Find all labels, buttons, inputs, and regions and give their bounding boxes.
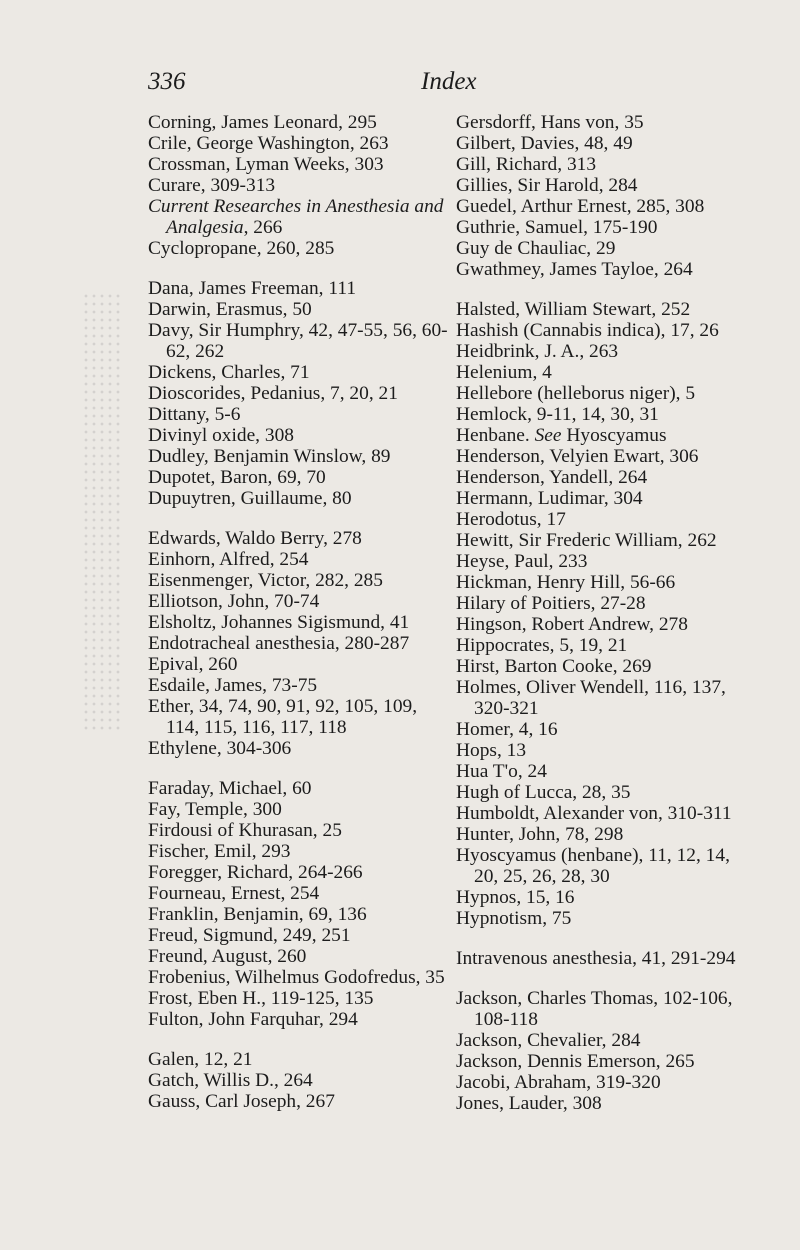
index-entry: Foregger, Richard, 264-266 xyxy=(148,862,363,883)
index-entry: Crossman, Lyman Weeks, 303 xyxy=(148,154,384,175)
index-entry: Herodotus, 17 xyxy=(456,509,566,530)
page-header xyxy=(0,68,800,102)
index-entry: Elsholtz, Johannes Sigismund, 41 xyxy=(148,612,410,633)
margin-decoration xyxy=(82,292,124,732)
index-entry: Hirst, Barton Cooke, 269 xyxy=(456,656,652,677)
index-entry: Hellebore (helleborus niger), 5 xyxy=(456,383,696,404)
index-entry: Hermann, Ludimar, 304 xyxy=(456,488,643,509)
index-entry: Faraday, Michael, 60 xyxy=(148,778,312,799)
index-entry: Hippocrates, 5, 19, 21 xyxy=(456,635,628,656)
index-entry: Henderson, Yandell, 264 xyxy=(456,467,648,488)
index-entry: Gilbert, Davies, 48, 49 xyxy=(456,133,633,154)
index-entry: Jones, Lauder, 308 xyxy=(456,1093,602,1114)
group-separator xyxy=(148,259,448,278)
index-entry: Corning, James Leonard, 295 xyxy=(148,112,377,133)
index-entry: Hingson, Robert Andrew, 278 xyxy=(456,614,688,635)
index-entry: Intravenous anesthesia, 41, 291-294 xyxy=(456,948,736,969)
index-entry: Galen, 12, 21 xyxy=(148,1049,253,1070)
index-entry: Hugh of Lucca, 28, 35 xyxy=(456,782,631,803)
index-entry: Epival, 260 xyxy=(148,654,238,675)
index-entry: Henderson, Velyien Ewart, 306 xyxy=(456,446,699,467)
index-entry: Hickman, Henry Hill, 56-66 xyxy=(456,572,676,593)
index-entry: Davy, Sir Humphry, 42, 47-55, 56, 60-62, 262 xyxy=(148,320,448,362)
index-column-right xyxy=(456,112,756,1114)
group-separator xyxy=(148,1030,448,1049)
index-entry: Hunter, John, 78, 298 xyxy=(456,824,624,845)
index-entry: Guy de Chauliac, 29 xyxy=(456,238,616,259)
page-number: 336 xyxy=(148,68,186,95)
index-entry: Darwin, Erasmus, 50 xyxy=(148,299,312,320)
index-entry: Dupuytren, Guillaume, 80 xyxy=(148,488,352,509)
index-entry: Hypnotism, 75 xyxy=(456,908,572,929)
index-entry: Firdousi of Khurasan, 25 xyxy=(148,820,342,841)
index-entry: Hua T'o, 24 xyxy=(456,761,547,782)
group-separator xyxy=(456,929,756,948)
index-entry: Edwards, Waldo Berry, 278 xyxy=(148,528,362,549)
index-entry: Jackson, Chevalier, 284 xyxy=(456,1030,641,1051)
index-column-left xyxy=(148,112,448,1112)
index-entry: Hemlock, 9-11, 14, 30, 31 xyxy=(456,404,659,425)
index-entry: Jackson, Charles Thomas, 102-106, 108-118 xyxy=(456,988,733,1030)
index-entry: Fay, Temple, 300 xyxy=(148,799,282,820)
index-entry: Henbane. See Hyoscyamus xyxy=(456,425,667,446)
index-entry: Dickens, Charles, 71 xyxy=(148,362,310,383)
index-entry: Holmes, Oliver Wendell, 116, 137, 320-321 xyxy=(456,677,726,719)
index-entry: Dudley, Benjamin Winslow, 89 xyxy=(148,446,391,467)
index-entry: Freud, Sigmund, 249, 251 xyxy=(148,925,351,946)
index-entry: Guedel, Arthur Ernest, 285, 308 xyxy=(456,196,705,217)
group-separator xyxy=(456,280,756,299)
index-entry: Hyoscyamus (henbane), 11, 12, 14, 20, 25, 26, 28, 30 xyxy=(456,845,730,887)
index-entry: Gersdorff, Hans von, 35 xyxy=(456,112,644,133)
index-entry: Guthrie, Samuel, 175-190 xyxy=(456,217,658,238)
group-separator xyxy=(148,509,448,528)
index-entry: Helenium, 4 xyxy=(456,362,552,383)
index-entry: Ether, 34, 74, 90, 91, 92, 105, 109, 114, 115, 116, 117, 118 xyxy=(148,696,418,738)
running-head: Index xyxy=(421,68,477,95)
index-entry: Hypnos, 15, 16 xyxy=(456,887,575,908)
index-entry: Hewitt, Sir Frederic William, 262 xyxy=(456,530,717,551)
index-entry: Humboldt, Alexander von, 310-311 xyxy=(456,803,732,824)
index-entry: Ethylene, 304-306 xyxy=(148,738,292,759)
index-entry: Curare, 309-313 xyxy=(148,175,276,196)
index-entry: Heidbrink, J. A., 263 xyxy=(456,341,619,362)
index-entry: Freund, August, 260 xyxy=(148,946,307,967)
index-entry: Frobenius, Wilhelmus Godofredus, 35 xyxy=(148,967,445,988)
index-entry: Homer, 4, 16 xyxy=(456,719,558,740)
index-entry: Dioscorides, Pedanius, 7, 20, 21 xyxy=(148,383,398,404)
index-entry: Esdaile, James, 73-75 xyxy=(148,675,318,696)
index-entry: Fischer, Emil, 293 xyxy=(148,841,291,862)
index-entry: Eisenmenger, Victor, 282, 285 xyxy=(148,570,383,591)
index-entry: Gill, Richard, 313 xyxy=(456,154,597,175)
index-entry: Gillies, Sir Harold, 284 xyxy=(456,175,638,196)
index-entry: Jackson, Dennis Emerson, 265 xyxy=(456,1051,695,1072)
index-entry: Hashish (Cannabis indica), 17, 26 xyxy=(456,320,719,341)
index-entry: Hops, 13 xyxy=(456,740,527,761)
index-entry: Hilary of Poitiers, 27-28 xyxy=(456,593,646,614)
index-entry: Gatch, Willis D., 264 xyxy=(148,1070,313,1091)
index-entry: Dana, James Freeman, 111 xyxy=(148,278,357,299)
index-entry: Fourneau, Ernest, 254 xyxy=(148,883,320,904)
group-separator xyxy=(456,969,756,988)
index-entry: Halsted, William Stewart, 252 xyxy=(456,299,691,320)
index-entry: Elliotson, John, 70-74 xyxy=(148,591,320,612)
index-entry: Divinyl oxide, 308 xyxy=(148,425,294,446)
index-entry: Franklin, Benjamin, 69, 136 xyxy=(148,904,367,925)
index-entry: Cyclopropane, 260, 285 xyxy=(148,238,335,259)
index-entry: Heyse, Paul, 233 xyxy=(456,551,588,572)
index-entry: Einhorn, Alfred, 254 xyxy=(148,549,309,570)
index-entry: Current Researches in Anesthesia and Analgesia, 266 xyxy=(148,196,444,238)
index-entry: Frost, Eben H., 119-125, 135 xyxy=(148,988,374,1009)
group-separator xyxy=(148,759,448,778)
index-entry: Dittany, 5-6 xyxy=(148,404,241,425)
index-entry: Jacobi, Abraham, 319-320 xyxy=(456,1072,661,1093)
index-entry: Dupotet, Baron, 69, 70 xyxy=(148,467,326,488)
index-entry: Endotracheal anesthesia, 280-287 xyxy=(148,633,410,654)
index-entry: Fulton, John Farquhar, 294 xyxy=(148,1009,358,1030)
index-entry: Crile, George Washington, 263 xyxy=(148,133,389,154)
index-entry: Gwathmey, James Tayloe, 264 xyxy=(456,259,693,280)
index-entry: Gauss, Carl Joseph, 267 xyxy=(148,1091,335,1112)
